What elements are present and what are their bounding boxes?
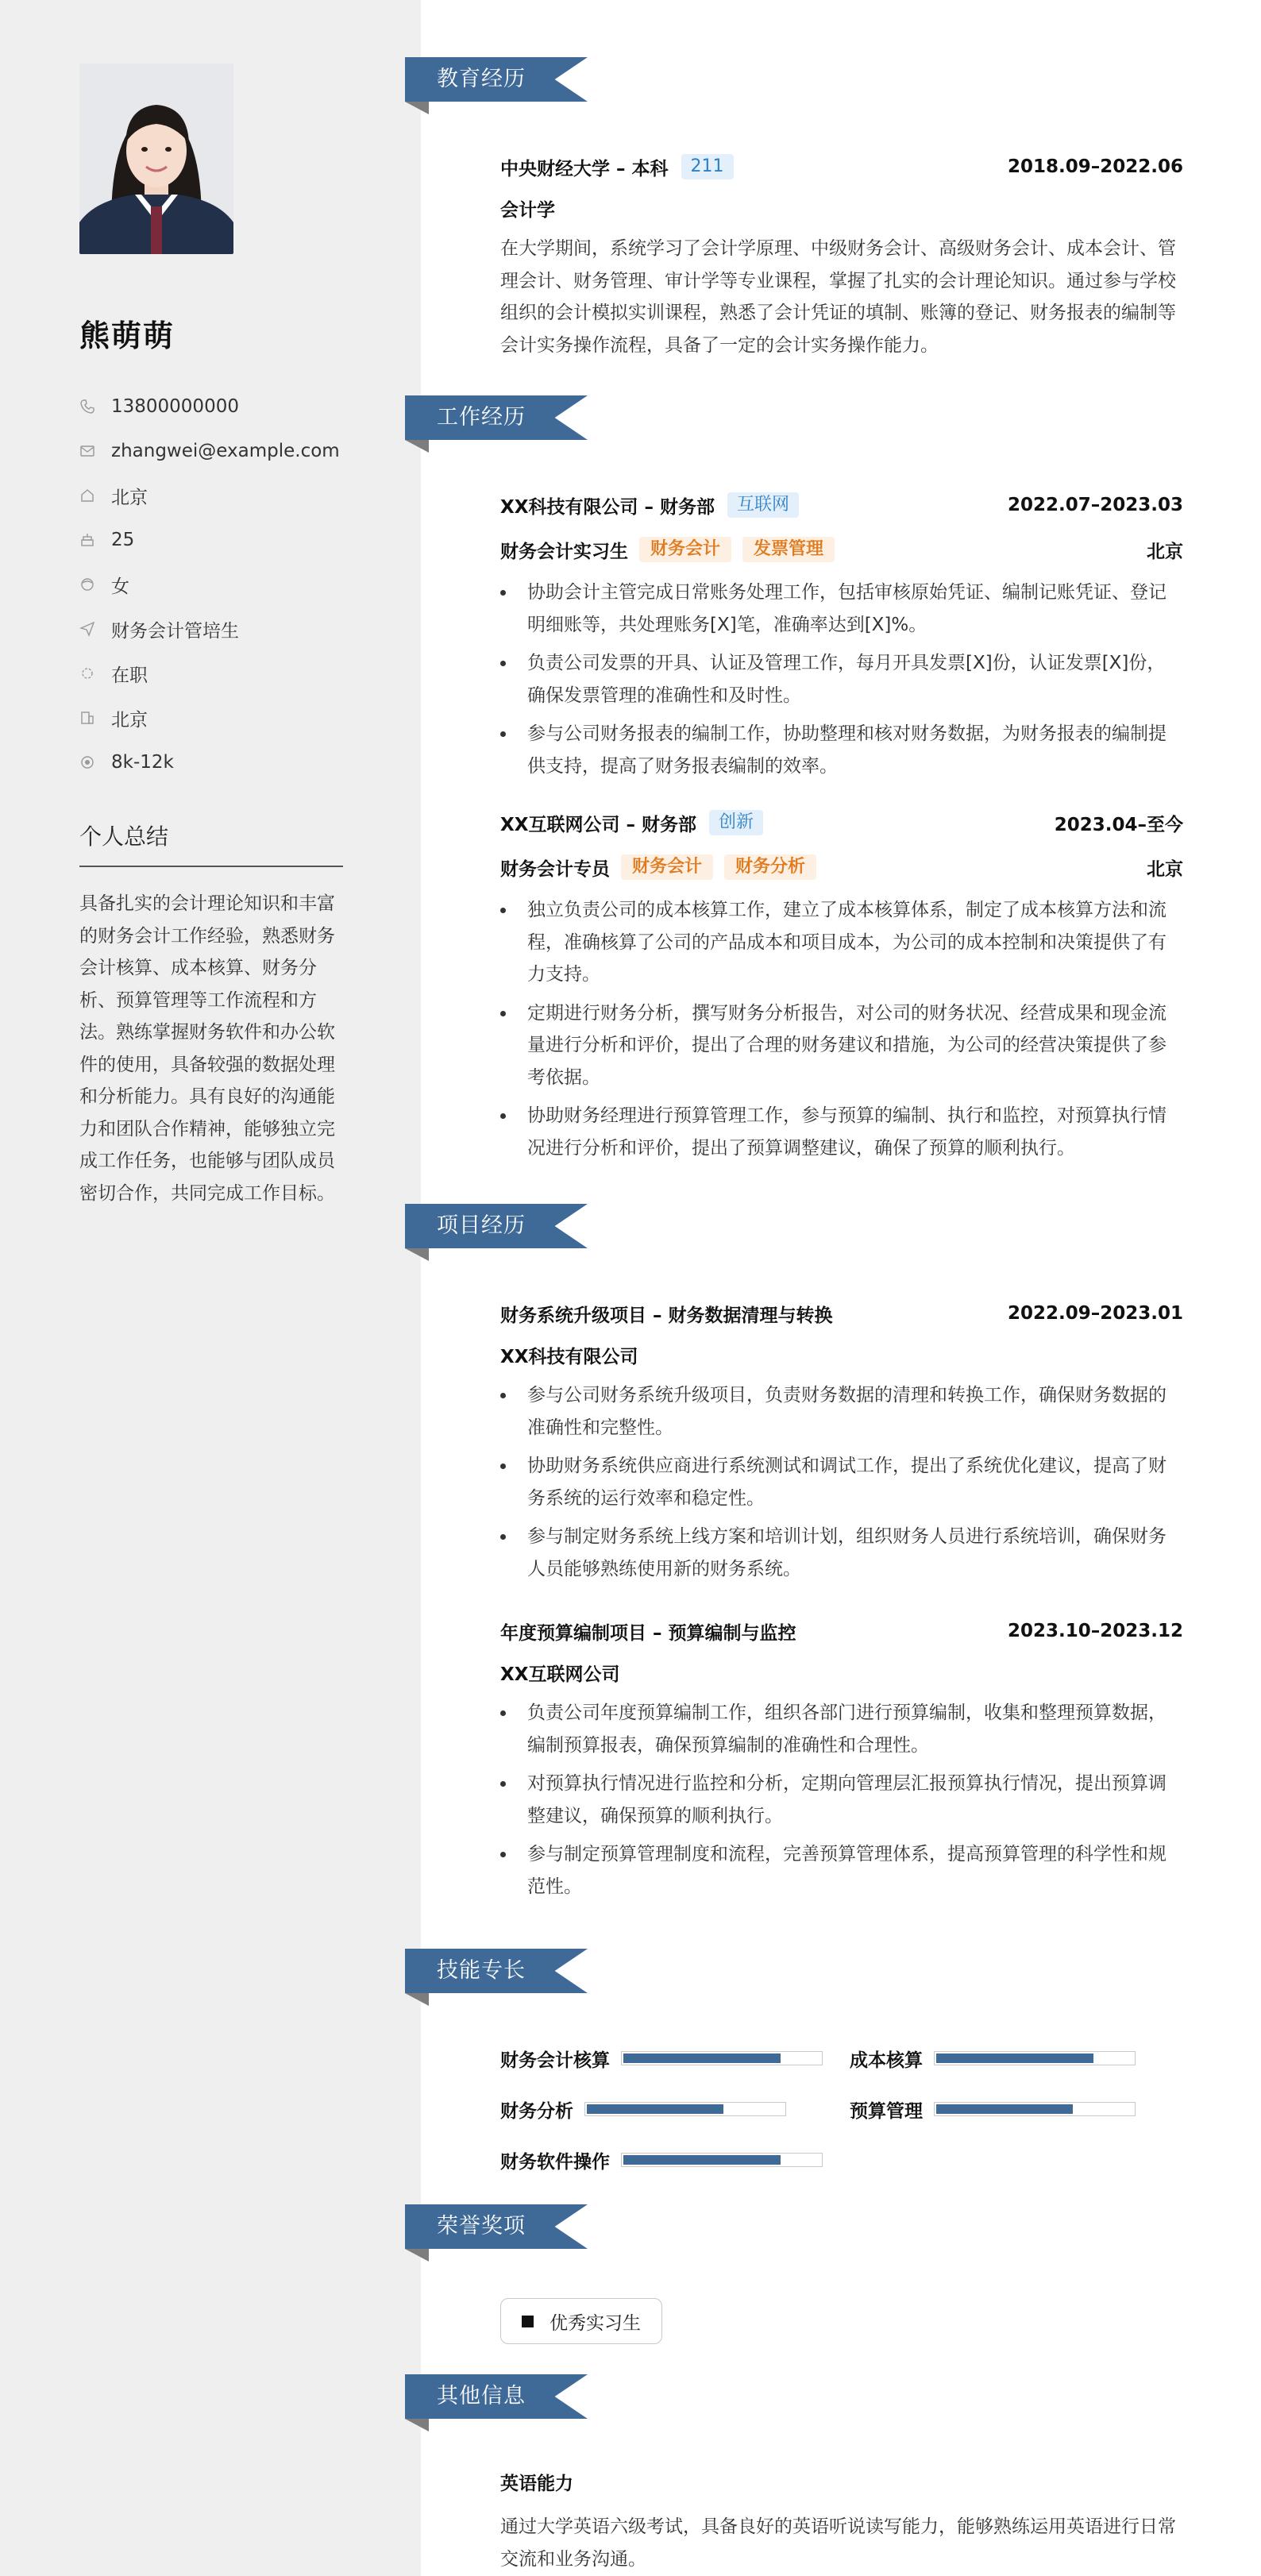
home-icon — [79, 488, 95, 503]
contact-text: zhangwei@example.com — [111, 441, 340, 461]
section-header-projects — [405, 1204, 588, 1248]
contact-text: 在职 — [111, 665, 148, 686]
industry-tag: 创新 — [709, 810, 763, 835]
skill-bar — [934, 2102, 1136, 2116]
project-title: 财务系统升级项目 – 财务数据清理与转换 — [500, 1305, 833, 1326]
award-text: 优秀实习生 — [550, 2312, 641, 2334]
skill-item — [500, 2093, 786, 2125]
summary-title: 个人总结 — [79, 819, 343, 867]
salary-icon — [79, 754, 95, 770]
summary-text: 具备扎实的会计理论知识和丰富的财务会计工作经验，熟悉财务会计核算、成本核算、财务分析、预算管理等工作流程和方法。熟练掌握财务软件和办公软件的使用，具备较强的数据处理和分析能力。具有良好的沟通能力和团队合作精神，能够独立完成工作任务，也能够与团队成员密切合作，共同完成工作目标。 — [79, 893, 335, 1204]
contact-text: 北京 — [111, 709, 148, 731]
status-icon — [79, 665, 95, 681]
skill-name: 财务会计核算 — [500, 2050, 610, 2071]
skill-bar — [584, 2102, 786, 2116]
section-title: 教育经历 — [437, 67, 526, 91]
contact-gender — [79, 562, 381, 607]
project-item — [500, 1615, 1183, 1909]
list-item: 负责公司年度预算编制工作，组织各部门进行预算编制，收集和整理预算数据，编制预算报表，确保预算编制的准确性和合理性。 — [500, 1697, 1183, 1761]
contact-target — [79, 607, 381, 651]
contact-text: 北京 — [111, 487, 148, 508]
project-date: 2023.10–2023.12 — [1007, 1621, 1183, 1641]
mail-icon — [79, 443, 95, 459]
skill-bar — [621, 2051, 823, 2065]
contact-phone — [79, 384, 381, 429]
section-title: 项目经历 — [437, 1213, 526, 1238]
work-bullets — [500, 577, 1183, 782]
section-header-education — [405, 57, 588, 102]
education-description: 在大学期间，系统学习了会计学原理、中级财务会计、高级财务会计、成本会计、管理会计、财务管理、审计学等专业课程，掌握了扎实的会计理论知识。通过参与学校组织的会计模拟实训课程，熟悉了会计凭证的填制、账簿的登记、财务报表的编制等会计实务操作流程，具备了一定的会计实务操作能力。 — [500, 238, 1176, 356]
skill-fill — [936, 2053, 1093, 2063]
skill-fill — [623, 2053, 781, 2063]
list-item: 协助会计主管完成日常账务处理工作，包括审核原始凭证、编制记账凭证、登记明细账等，共处理账务[X]笔，准确率达到[X]%。 — [500, 577, 1183, 641]
work-city: 北京 — [1147, 858, 1183, 880]
work-date: 2022.07–2023.03 — [1007, 495, 1183, 515]
skill-fill — [587, 2104, 723, 2114]
list-item: 参与公司财务报表的编制工作，协助整理和核对财务数据，为财务报表的编制提供支持，提高了财务报表编制的效率。 — [500, 718, 1183, 782]
project-bullets — [500, 1379, 1183, 1585]
contact-list — [79, 384, 381, 785]
contact-location — [79, 473, 381, 518]
list-item: 参与公司财务系统升级项目，负责财务数据的清理和转换工作，确保财务数据的准确性和完整性。 — [500, 1379, 1183, 1444]
school-name: 中央财经大学 – 本科 — [500, 158, 669, 179]
gender-icon — [79, 577, 95, 592]
contact-text: 财务会计管培生 — [111, 620, 239, 642]
skill-tag: 财务会计 — [621, 854, 713, 880]
section-title: 其他信息 — [437, 2384, 526, 2408]
project-date: 2022.09–2023.01 — [1007, 1303, 1183, 1324]
work-bullets — [500, 894, 1183, 1164]
candidate-name: 熊萌萌 — [79, 318, 175, 353]
avatar — [79, 64, 233, 254]
work-city: 北京 — [1147, 541, 1183, 562]
square-bullet-icon — [522, 2316, 534, 2327]
skill-tag: 财务分析 — [724, 854, 816, 880]
section-title: 技能专长 — [437, 1958, 526, 1983]
list-item: 协助财务系统供应商进行系统测试和调试工作，提出了系统优化建议，提高了财务系统的运行效率和稳定性。 — [500, 1450, 1183, 1514]
section-header-skills — [405, 1949, 588, 1993]
skill-item — [850, 2042, 1136, 2074]
list-item: 负责公司发票的开具、认证及管理工作，每月开具发票[X]份，认证发票[X]份，确保发票管理的准确性和及时性。 — [500, 647, 1183, 711]
skill-bar — [621, 2153, 823, 2167]
skill-item — [850, 2093, 1136, 2125]
job-role: 财务会计专员 — [500, 858, 610, 880]
school-tag: 211 — [681, 154, 734, 179]
skills-list — [500, 2042, 1183, 2173]
skill-item — [500, 2144, 823, 2176]
skill-name: 成本核算 — [850, 2050, 923, 2071]
skill-tag: 发票管理 — [742, 537, 835, 562]
contact-text: 8k-12k — [111, 752, 174, 773]
contact-salary — [79, 740, 381, 785]
other-title: 英语能力 — [500, 2474, 573, 2494]
company-name: XX互联网公司 – 财务部 — [500, 814, 696, 835]
contact-age — [79, 518, 381, 562]
project-bullets — [500, 1697, 1183, 1903]
section-header-other — [405, 2374, 588, 2419]
contact-text: 25 — [111, 530, 135, 550]
contact-city — [79, 696, 381, 740]
contact-text: 女 — [111, 576, 129, 597]
sidebar — [0, 0, 421, 2576]
project-company: XX科技有限公司 — [500, 1347, 638, 1367]
skill-bar — [934, 2051, 1136, 2065]
contact-email — [79, 429, 381, 473]
section-title: 荣誉奖项 — [437, 2214, 526, 2239]
project-title: 年度预算编制项目 – 预算编制与监控 — [500, 1622, 796, 1644]
section-header-work — [405, 395, 588, 440]
job-role: 财务会计实习生 — [500, 541, 628, 562]
list-item: 定期进行财务分析，撰写财务分析报告，对公司的财务状况、经营成果和现金流量进行分析和评价，提出了合理的财务建议和措施，为公司的经营决策提供了参考依据。 — [500, 997, 1183, 1094]
skill-name: 财务分析 — [500, 2100, 573, 2122]
list-item: 对预算执行情况进行监控和分析，定期向管理层汇报预算执行情况，提出预算调整建议，确保预算的顺利执行。 — [500, 1768, 1183, 1832]
list-item: 参与制定财务系统上线方案和培训计划，组织财务人员进行系统培训，确保财务人员能够熟练使用新的财务系统。 — [500, 1521, 1183, 1585]
section-title: 工作经历 — [437, 405, 526, 430]
education-date: 2018.09–2022.06 — [1007, 156, 1183, 177]
skill-item — [500, 2042, 823, 2074]
education-item — [500, 151, 1183, 361]
list-item: 参与制定预算管理制度和流程，完善预算管理体系，提高预算管理的科学性和规范性。 — [500, 1838, 1183, 1903]
building-icon — [79, 710, 95, 726]
target-icon — [79, 621, 95, 637]
contact-text: 13800000000 — [111, 396, 239, 417]
company-name: XX科技有限公司 – 财务部 — [500, 496, 715, 518]
skill-name: 预算管理 — [850, 2100, 923, 2122]
phone-icon — [79, 399, 95, 415]
skill-name: 财务软件操作 — [500, 2151, 610, 2173]
industry-tag: 互联网 — [727, 492, 799, 518]
section-header-awards — [405, 2204, 588, 2249]
skill-tag: 财务会计 — [639, 537, 731, 562]
other-text: 通过大学英语六级考试，具备良好的英语听说读写能力，能够熟练运用英语进行日常交流和业务沟通。 — [500, 2516, 1176, 2570]
list-item: 独立负责公司的成本核算工作，建立了成本核算体系，制定了成本核算方法和流程，准确核算了公司的产品成本和项目成本，为公司的成本控制和决策提供了有力支持。 — [500, 894, 1183, 991]
project-item — [500, 1298, 1183, 1591]
skill-fill — [623, 2155, 781, 2165]
work-date: 2023.04–至今 — [1054, 814, 1183, 835]
project-company: XX互联网公司 — [500, 1664, 620, 1685]
age-icon — [79, 532, 95, 548]
major: 会计学 — [500, 200, 555, 221]
main-content — [421, 0, 1261, 2576]
work-item — [500, 489, 1183, 789]
contact-status — [79, 651, 381, 696]
award-chip — [500, 2298, 662, 2344]
skill-fill — [936, 2104, 1073, 2114]
work-item — [500, 807, 1183, 1170]
list-item: 协助财务经理进行预算管理工作，参与预算的编制、执行和监控，对预算执行情况进行分析和评价，提出了预算调整建议，确保了预算的顺利执行。 — [500, 1100, 1183, 1164]
other-item — [500, 2468, 1183, 2575]
